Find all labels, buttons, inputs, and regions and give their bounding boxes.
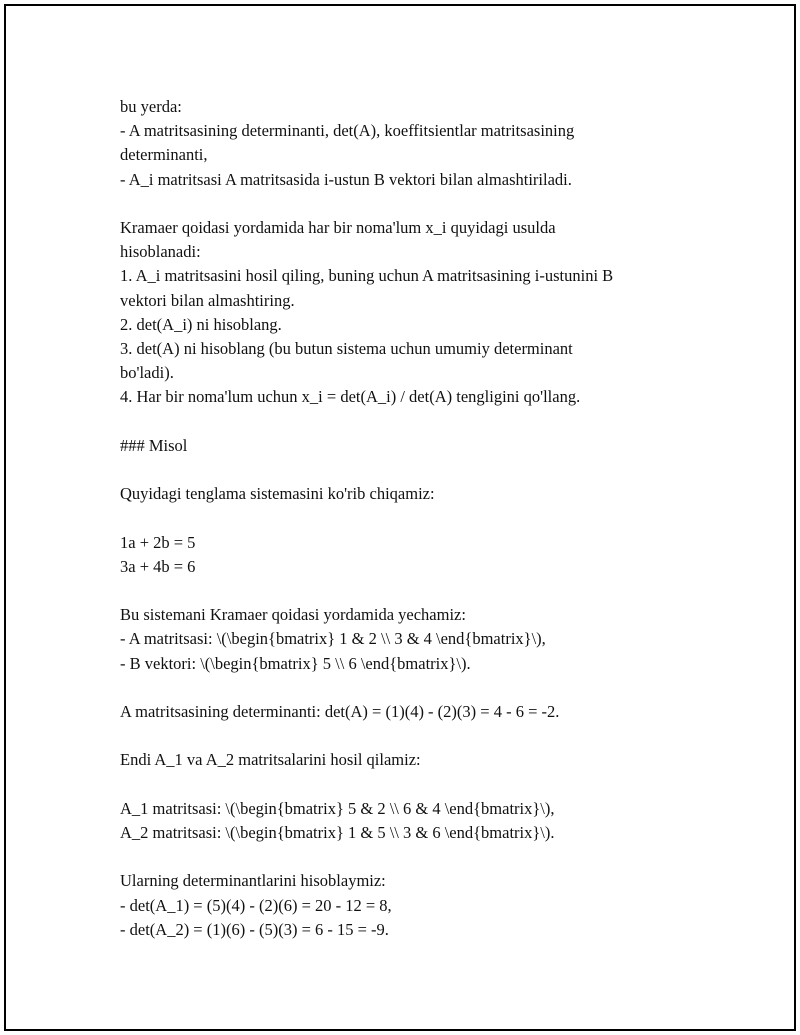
text-line: Bu sistemani Kramaer qoidasi yordamida yechamiz: xyxy=(120,605,466,625)
text-line: Quyidagi tenglama sistemasini ko'rib chiqamiz: xyxy=(120,484,435,504)
text-line: A_2 matritsasi: \(\begin{bmatrix} 1 & 5 \\ 3 & 6 \end{bmatrix}\). xyxy=(120,822,555,842)
text-line: 2. det(A_i) ni hisoblang. xyxy=(120,314,282,334)
blank-line xyxy=(120,458,690,482)
text-line: - A matritsasi: \(\begin{bmatrix} 1 & 2 \\ 3 & 4 \end{bmatrix}\), xyxy=(120,629,546,649)
blank-line xyxy=(120,773,690,797)
text-line: - det(A_2) = (1)(6) - (5)(3) = 6 - 15 = -9. xyxy=(120,919,389,939)
text-line: - B vektori: \(\begin{bmatrix} 5 \\ 6 \end{bmatrix}\). xyxy=(120,653,471,673)
blank-line xyxy=(120,845,690,869)
blank-line xyxy=(120,410,690,434)
text-line: 4. Har bir noma'lum uchun x_i = det(A_i) / det(A) tengligini qo'llang. xyxy=(120,387,581,407)
text-line: Ularning determinantlarini hisoblaymiz: xyxy=(120,871,386,891)
text-line: bu yerda: xyxy=(120,97,182,116)
blank-line xyxy=(120,579,690,603)
text-line: A_1 matritsasi: \(\begin{bmatrix} 5 & 2 \\ 6 & 4 \end{bmatrix}\), xyxy=(120,798,555,818)
blank-line xyxy=(120,192,690,216)
document-text-body xyxy=(120,95,690,942)
text-line: 1. A_i matritsasini hosil qiling, buning uchun A matritsasining i-ustunini B xyxy=(120,266,614,286)
blank-line xyxy=(120,676,690,700)
text-line: ### Misol xyxy=(120,435,188,455)
text-line: hisoblanadi: xyxy=(120,242,201,262)
text-line: 3. det(A) ni hisoblang (bu butun sistema uchun umumiy determinant xyxy=(120,339,573,359)
document-page xyxy=(4,4,796,1031)
text-line: 3a + 4b = 6 xyxy=(120,556,196,576)
text-line: - A matritsasining determinanti, det(A), koeffitsientlar matritsasining xyxy=(120,121,575,141)
text-line: vektori bilan almashtiring. xyxy=(120,290,295,310)
blank-line xyxy=(120,506,690,530)
text-line: bo'ladi). xyxy=(120,363,174,383)
text-line: A matritsasining determinanti: det(A) = (1)(4) - (2)(3) = 4 - 6 = -2. xyxy=(120,701,560,721)
text-line: determinanti, xyxy=(120,145,208,165)
text-line: - A_i matritsasi A matritsasida i-ustun B vektori bilan almashtiriladi. xyxy=(120,169,572,189)
text-line: Endi A_1 va A_2 matritsalarini hosil qilamiz: xyxy=(120,750,421,770)
text-line: 1a + 2b = 5 xyxy=(120,532,196,552)
blank-line xyxy=(120,724,690,748)
text-line: Kramaer qoidasi yordamida har bir noma'lum x_i quyidagi usulda xyxy=(120,218,556,237)
text-line: - det(A_1) = (5)(4) - (2)(6) = 20 - 12 = 8, xyxy=(120,895,392,915)
